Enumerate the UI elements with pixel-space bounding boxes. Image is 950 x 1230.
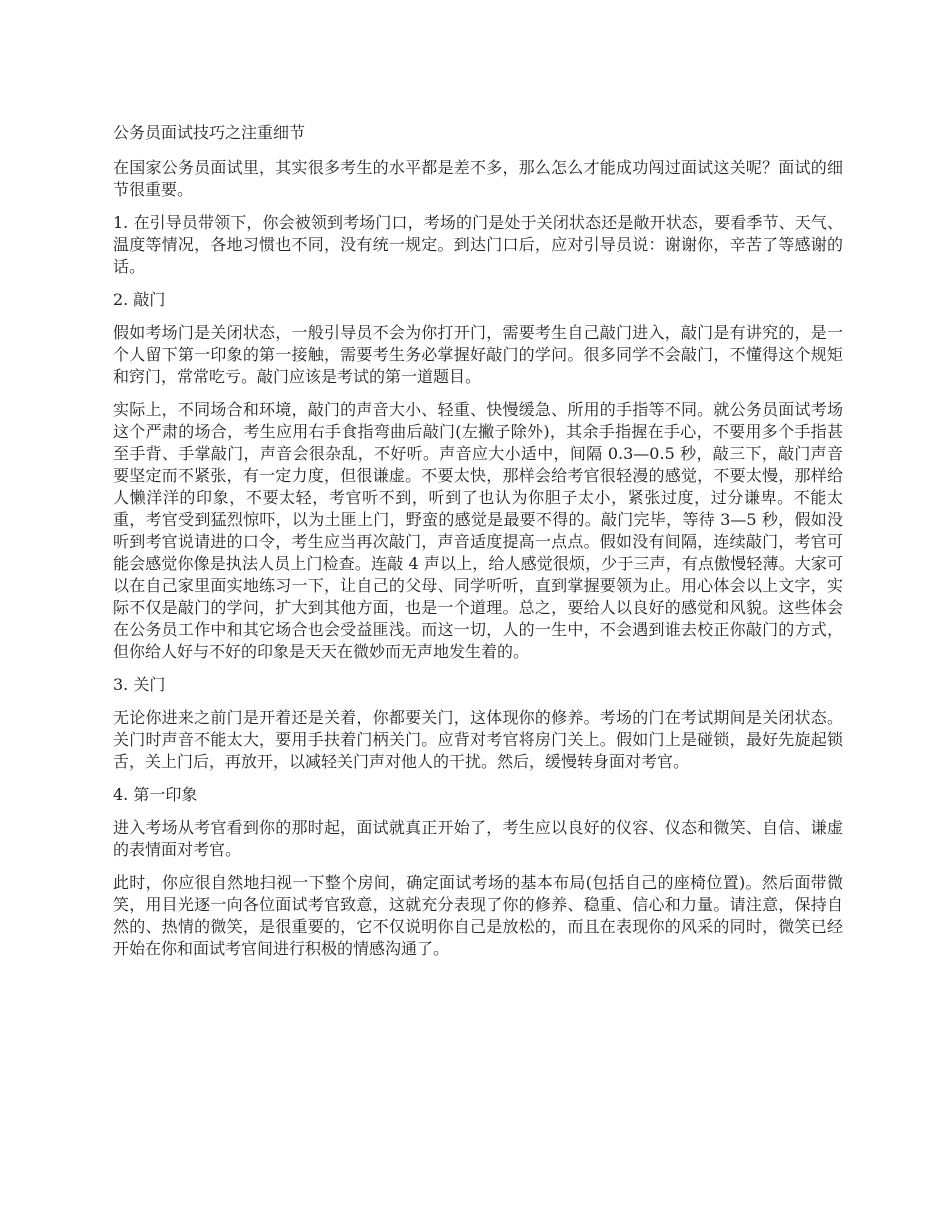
paragraph-knock-details: 实际上，不同场合和环境，敲门的声音大小、轻重、快慢缓急、所用的手指等不同。就公务员面试考场这个严肃的场合，考生应用右手食指弯曲后敲门(左撇子除外)，其余手指握在手心，不要用多个手指甚至手背、手掌敲门，声音会很杂乱，不好听。声音应大小适中，间隔 0.3—0.5 秒，敲三下，敲门声音要坚定而不紧张，有一定力度，但很谦虚。不要太快，那样会给考官很轻漫的感觉，不要太慢，那样给人懒洋洋的印象，不要太轻，考官听不到，听到了也认为你胆子太小，紧张过度，过分谦卑。不能太重，考官受到猛烈惊吓，以为土匪上门，野蛮的感觉是最要不得的。敲门完毕，等待 3—5 秒，假如没听到考官说请进的口令，考生应当再次敲门，声音适度提高一点点。假如没有间隔，连续敲门，考官可能会感觉你像是执法人员上门检查。连敲 4 声以上，给人感觉很烦，少于三声，有点傲慢轻薄。大家可以在自己家里面实地练习一下，让自己的父母、同学听听，直到掌握要领为止。用心体会以上文字，实际不仅是敲门的学问，扩大到其他方面，也是一个道理。总之，要给人以良好的感觉和风貌。这些体会在公务员工作中和其它场合也会受益匪浅。而这一切，人的一生中，不会遇到谁去校正你敲门的方式，但你给人好与不好的印象是天天在微妙而无声地发生着的。 [113, 400, 843, 661]
intro-paragraph: 在国家公务员面试里，其实很多考生的水平都是差不多，那么怎么才能成功闯过面试这关呢？面试的细节很重要。 [113, 158, 843, 199]
section-heading-close-door: 3. 关门 [113, 675, 166, 694]
paragraph-first-impression-2: 此时，你应很自然地扫视一下整个房间，确定面试考场的基本布局(包括自己的座椅位置)。然后面带微笑，用目光逐一向各位面试考官致意，这就充分表现了你的修养、稳重、信心和力量。请注意，保持自然的、热情的微笑，是很重要的，它不仅说明你自己是放松的，而且在表现你的风采的同时，微笑已经开始在你和面试考官间进行积极的情感沟通了。 [113, 873, 843, 958]
paragraph-knock-intro: 假如考场门是关闭状态，一般引导员不会为你打开门，需要考生自己敲门进入，敲门是有讲究的，是一个人留下第一印象的第一接触，需要考生务必掌握好敲门的学问。很多同学不会敲门，不懂得这个规矩和窍门，常常吃亏。敲门应该是考试的第一道题目。 [113, 323, 843, 386]
paragraph-close-door: 无论你进来之前门是开着还是关着，你都要关门，这体现你的修养。考场的门在考试期间是关闭状态。关门时声音不能太大，要用手扶着门柄关门。应背对考官将房门关上。假如门上是碰锁，最好先旋起锁舌，关上门后，再放开，以减轻关门声对他人的干扰。然后，缓慢转身面对考官。 [113, 708, 843, 771]
document-page [113, 122, 843, 971]
section-heading-first-impression: 4. 第一印象 [113, 785, 198, 804]
paragraph-step-1: 1. 在引导员带领下，你会被领到考场门口，考场的门是处于关闭状态还是敞开状态，要看季节、天气、温度等情况，各地习惯也不同，没有统一规定。到达门口后，应对引导员说：谢谢你，辛苦了等感谢的话。 [113, 213, 843, 276]
section-heading-knock: 2. 敲门 [113, 290, 166, 309]
document-title: 公务员面试技巧之注重细节 [113, 123, 306, 142]
paragraph-first-impression-1: 进入考场从考官看到你的那时起，面试就真正开始了，考生应以良好的仪容、仪态和微笑、自信、谦虚的表情面对考官。 [113, 818, 843, 859]
